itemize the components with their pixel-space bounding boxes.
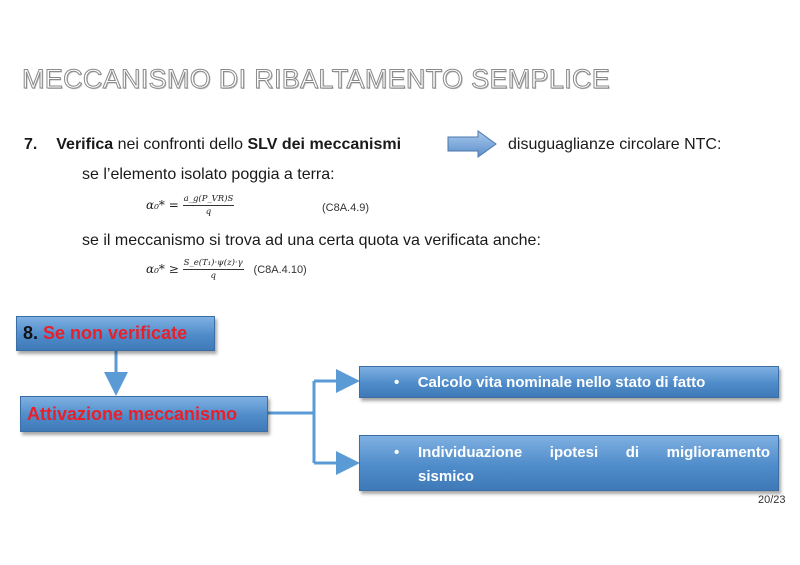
formula-2-numerator: S_e(T₁)·ψ(z)·γ <box>183 258 243 268</box>
formula-1-lhs: α₀* = <box>146 198 179 212</box>
slv-text: SLV dei meccanismi <box>247 136 402 153</box>
improvement-line-1 <box>418 444 770 461</box>
slide-title: MECCANISMO DI RIBALTAMENTO SEMPLICE <box>22 64 611 94</box>
step-7-mid-text: nei confronti dello <box>113 136 248 153</box>
formula-2-lhs: α₀* ≥ <box>146 262 179 276</box>
improvement-text-1: Individuazione ipotesi di miglioramento <box>418 444 770 461</box>
step-8-number: 8. <box>23 323 39 343</box>
step-number: 7. <box>24 136 38 153</box>
formula-2-reference: (C8A.4.10) <box>253 264 307 276</box>
improvement-box <box>359 435 779 491</box>
ground-condition-text: se l’elemento isolato poggia a terra: <box>82 166 335 183</box>
calculation-label: Calcolo vita nominale nello stato di fatto <box>417 374 706 391</box>
verifica-word: Verifica <box>56 136 114 153</box>
step-8-box <box>16 316 215 351</box>
step-8-label: Se non verificate <box>43 323 188 343</box>
page-number: 20/23 <box>758 494 786 506</box>
formula-1-numerator: a_g(P_VR)S <box>183 194 234 204</box>
formula-2-denominator: q <box>210 271 216 281</box>
bullet-icon: • <box>394 444 400 461</box>
formula-1-denominator: q <box>205 207 212 217</box>
calculation-box <box>359 366 779 398</box>
bullet-icon: • <box>394 374 400 391</box>
disuguaglianze-text: disuguaglianze circolare NTC: <box>508 136 722 153</box>
formula-1-reference: (C8A.4.9) <box>322 202 370 214</box>
improvement-line-2: sismico <box>418 468 474 485</box>
height-condition-text: se il meccanismo si trova ad una certa quota va verificata anche: <box>82 232 541 249</box>
activation-box <box>20 396 268 432</box>
activation-label: Attivazione meccanismo <box>27 404 238 424</box>
